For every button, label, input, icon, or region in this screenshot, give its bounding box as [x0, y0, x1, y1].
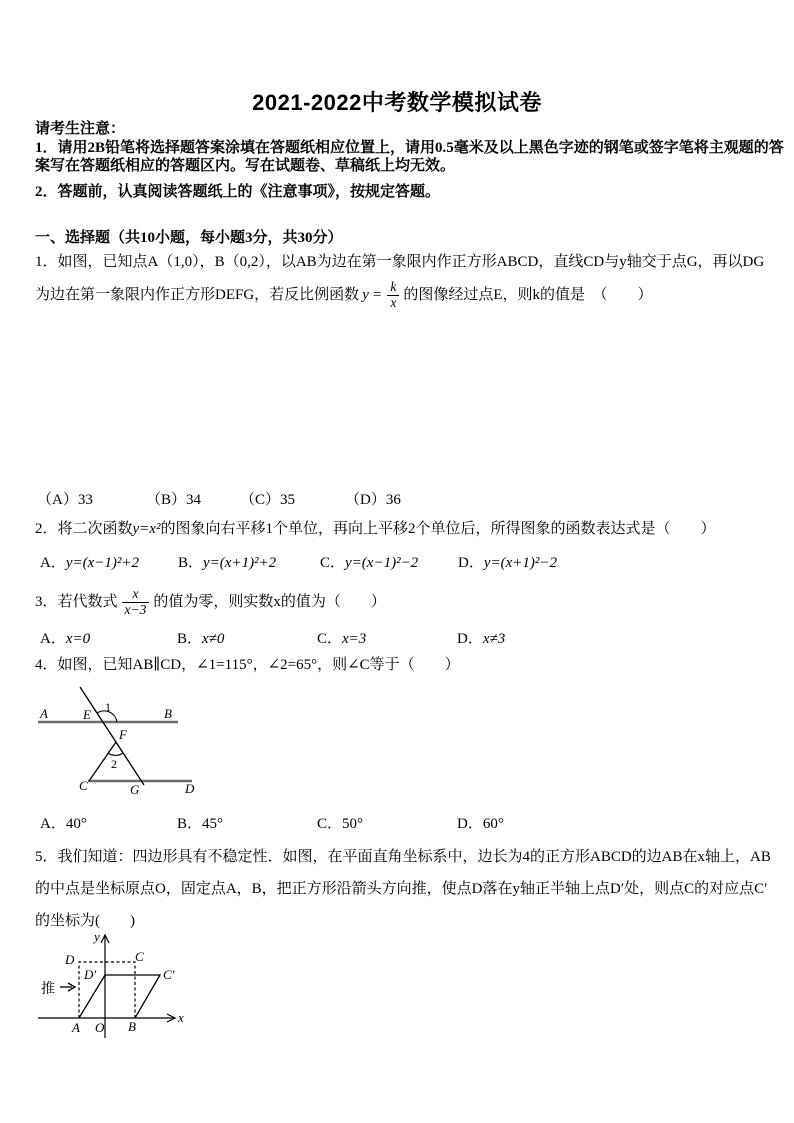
q2-stem	[35, 520, 715, 538]
q3-option-b-expr: x≠0	[202, 631, 225, 647]
q3-option-b	[177, 627, 224, 648]
q3-stem	[35, 584, 386, 620]
q4-stem: 4．如图，已知AB∥CD，∠1=115°，∠2=65°，则∠C等于（ ）	[35, 657, 460, 673]
q4-option-b-label: B．	[177, 816, 203, 832]
q5-label-C: C	[135, 949, 144, 964]
q2-option-d	[458, 551, 557, 572]
q5-stem-line3: 的坐标为( )	[35, 913, 135, 929]
q2-option-c	[320, 551, 418, 572]
q4-option-a-label: A．	[40, 816, 66, 832]
q4-option-d-label: D．	[457, 816, 483, 832]
q4-label-E: E	[83, 707, 91, 722]
page-title: 2021-2022中考数学模拟试卷	[252, 90, 542, 115]
q3-option-c-expr: x=3	[342, 631, 367, 647]
q3-fraction-denominator: x−3	[122, 602, 150, 618]
q1-fraction-numerator: k	[390, 278, 397, 294]
q1-option-b: （B）34	[146, 492, 202, 508]
q2-option-a-label: A．	[40, 555, 66, 571]
q4-label-G: G	[130, 782, 140, 797]
q2-option-b	[178, 551, 276, 572]
q3-option-d-expr: x≠3	[482, 631, 506, 647]
q4-option-c-label: C．	[317, 816, 343, 832]
q5-figure	[38, 928, 193, 1043]
q4-label-F: F	[119, 727, 127, 742]
notice-line-2: 案写在答题纸相应的答题区内。写在试题卷、草稿纸上均无效。	[35, 158, 456, 174]
notice-line-3: 2．答题前，认真阅读答题纸上的《注意事项》，按规定答题。	[35, 184, 441, 200]
q1-equals-sign: =	[372, 287, 382, 303]
q4-label-C: C	[79, 778, 88, 793]
q3-fraction	[122, 587, 150, 618]
q4-option-d-value: 60°	[482, 816, 504, 832]
notice-heading: 请考生注意：	[35, 121, 126, 137]
q4-option-b-value: 45°	[202, 816, 224, 832]
q3-option-a-expr: x=0	[65, 631, 91, 647]
q3-option-c-label: C．	[317, 631, 343, 647]
q3-stem-post: 的值为零，则实数x的值为（ ）	[153, 594, 386, 610]
q1-option-a: （A）33	[37, 492, 93, 508]
q4-label-D: D	[185, 781, 195, 796]
q5-stem-line2: 的中点是坐标原点O，固定点A，B，把正方形沿箭头方向推，使点D落在y轴正半轴上点D′处，则点C的对应点C′	[35, 881, 768, 897]
q1-fraction	[387, 280, 399, 311]
q2-stem-post: 的图象向右平移1个单位，再向上平移2个单位后，所得图象的函数表达式是（ ）	[160, 521, 716, 537]
q1-stem-line2	[35, 278, 653, 312]
q1-option-d: （D）36	[345, 492, 401, 508]
q1-fraction-denominator: x	[387, 295, 399, 311]
q2-option-a-expr: y=(x−1)²+2	[65, 555, 140, 571]
q2-option-d-expr: y=(x+1)²−2	[483, 555, 558, 571]
q4-label-B: B	[164, 706, 172, 721]
q4-option-c-value: 50°	[342, 816, 364, 832]
q5-label-D-prime: D′	[84, 967, 97, 982]
notice-line-1: 1．请用2B铅笔将选择题答案涂填在答题纸相应位置上，请用0.5毫米及以上黑色字迹的钢笔或签字笔将主观题的答	[35, 140, 784, 156]
q2-option-b-label: B．	[178, 555, 204, 571]
q5-label-O: O	[95, 1020, 105, 1035]
q4-label-angle2: 2	[111, 757, 117, 771]
q5-label-y: y	[94, 929, 100, 944]
q3-option-d	[457, 627, 505, 648]
q5-label-D: D	[65, 952, 75, 967]
q2-option-d-label: D．	[458, 555, 484, 571]
q5-label-C-prime: C′	[163, 967, 175, 982]
q4-label-angle1: 1	[105, 700, 111, 714]
q3-fraction-numerator: x	[132, 585, 139, 601]
q3-option-d-label: D．	[457, 631, 483, 647]
q1-option-c: （C）35	[240, 492, 296, 508]
q2-option-b-expr: y=(x+1)²+2	[203, 555, 277, 571]
angle-2-arc	[108, 753, 123, 755]
q2-option-c-label: C．	[320, 555, 346, 571]
q4-option-a	[40, 812, 87, 833]
q4-figure	[35, 680, 205, 805]
q5-label-A: A	[72, 1020, 80, 1035]
q4-option-b	[177, 812, 223, 833]
q5-stem-line1: 5．我们知道：四边形具有不稳定性．如图，在平面直角坐标系中，边长为4的正方形ABCD的边AB在x轴上，AB	[35, 849, 771, 865]
q1-stem-line2-pre: 为边在第一象限内作正方形DEFG，若反比例函数	[35, 287, 360, 303]
q2-stem-pre: 2．将二次函数	[35, 521, 133, 537]
q5-label-x: x	[178, 1010, 184, 1025]
q3-option-c	[317, 627, 366, 648]
q2-stem-expression: y=x²	[132, 521, 161, 537]
q4-label-A: A	[40, 706, 48, 721]
q3-option-a	[40, 627, 90, 648]
q3-option-a-label: A．	[40, 631, 66, 647]
q3-option-b-label: B．	[177, 631, 203, 647]
q2-option-a	[40, 551, 139, 572]
q1-function-variable: y	[362, 287, 369, 303]
q5-label-push: 推	[41, 982, 55, 997]
q3-stem-pre: 3．若代数式	[35, 594, 118, 610]
q2-option-c-expr: y=(x−1)²−2	[345, 555, 419, 571]
q5-label-B: B	[128, 1019, 136, 1034]
q4-option-c	[317, 812, 363, 833]
q4-option-a-value: 40°	[65, 816, 87, 832]
q1-stem-line1: 1．如图，已知点A（1,0），B（0,2），以AB为边在第一象限内作正方形ABCD，直线CD与y轴交于点G，再以DG	[35, 254, 765, 270]
q1-stem-line2-post: 的图像经过点E，则k的值是 （ ）	[403, 287, 653, 303]
section-heading: 一、选择题（共10小题，每小题3分，共30分）	[35, 230, 343, 246]
q4-option-d	[457, 812, 504, 833]
